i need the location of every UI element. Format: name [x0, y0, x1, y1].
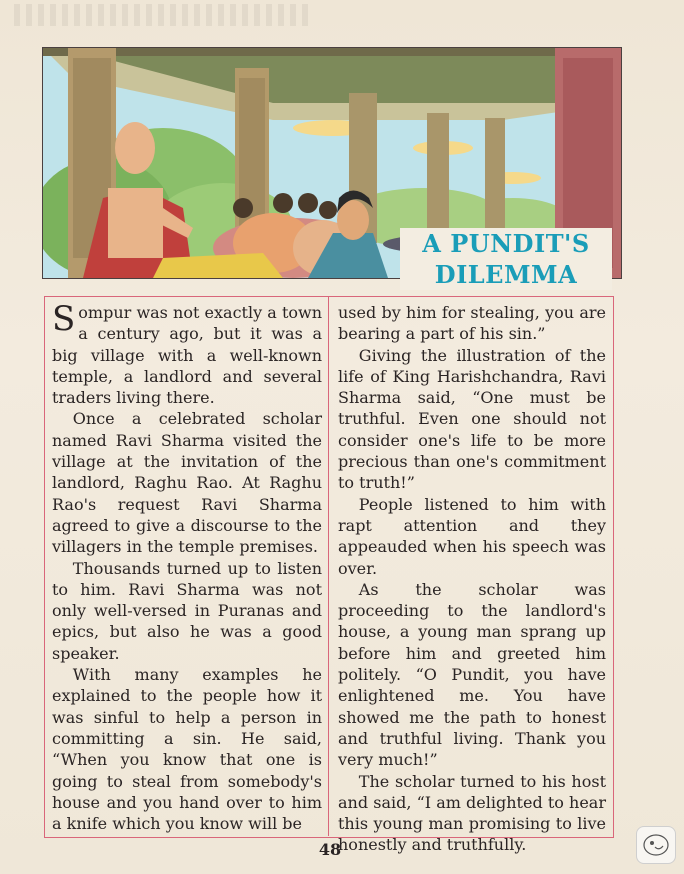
page-scuff: [14, 4, 314, 26]
paragraph-text: ompur was not exactly a town a century ago, but it was a big village with a well-known temple, a landlord and several traders living there.: [52, 303, 322, 408]
paragraph: As the scholar was proceeding to the landlord's house, a young man sprang up before him and greeted him politely. “O Pundit, you have enlightened me. You have showed me the path to honest and truthful living. Thank you very much!”: [338, 579, 606, 770]
story-title-line-2: DILEMMA: [434, 260, 578, 289]
right-column: [338, 302, 606, 856]
paragraph: Giving the illustration of the life of King Harishchandra, Ravi Sharma said, “One must be truthful. Even one should not consider one's life to be more precious than one's commitment to truth!”: [338, 345, 606, 493]
column-divider: [328, 296, 329, 836]
watermark-stamp-icon: [636, 826, 676, 864]
paragraph: Thousands turned up to listen to him. Ravi Sharma was not only well-versed in Puranas and epics, but also he was a good speaker.: [52, 558, 322, 663]
left-column: [52, 299, 322, 834]
paragraph: The scholar turned to his host and said, “I am delighted to hear this young man promising to live honestly and truthfully.: [338, 771, 606, 855]
drop-cap: S: [52, 299, 76, 339]
story-title: [400, 228, 612, 290]
paragraph: used by him for stealing, you are bearing a part of his sin.”: [338, 303, 606, 344]
page-number: 48: [318, 840, 342, 859]
story-title-line-1: A PUNDIT'S: [422, 229, 590, 258]
paragraph: [52, 299, 322, 408]
paragraph: People listened to him with rapt attention and they appeauded when his speech was over.: [338, 494, 606, 578]
paragraph: Once a celebrated scholar named Ravi Sharma visited the village at the invitation of the landlord, Raghu Rao. At Raghu Rao's request Ravi Sharma agreed to give a discourse to the villagers in the temple premises.: [52, 409, 322, 557]
paragraph: With many examples he explained to the people how it was sinful to help a person in committing a sin. He said, “When you know that one is going to steal from somebody's house and you hand over to him a knife which you know will be: [52, 665, 322, 834]
